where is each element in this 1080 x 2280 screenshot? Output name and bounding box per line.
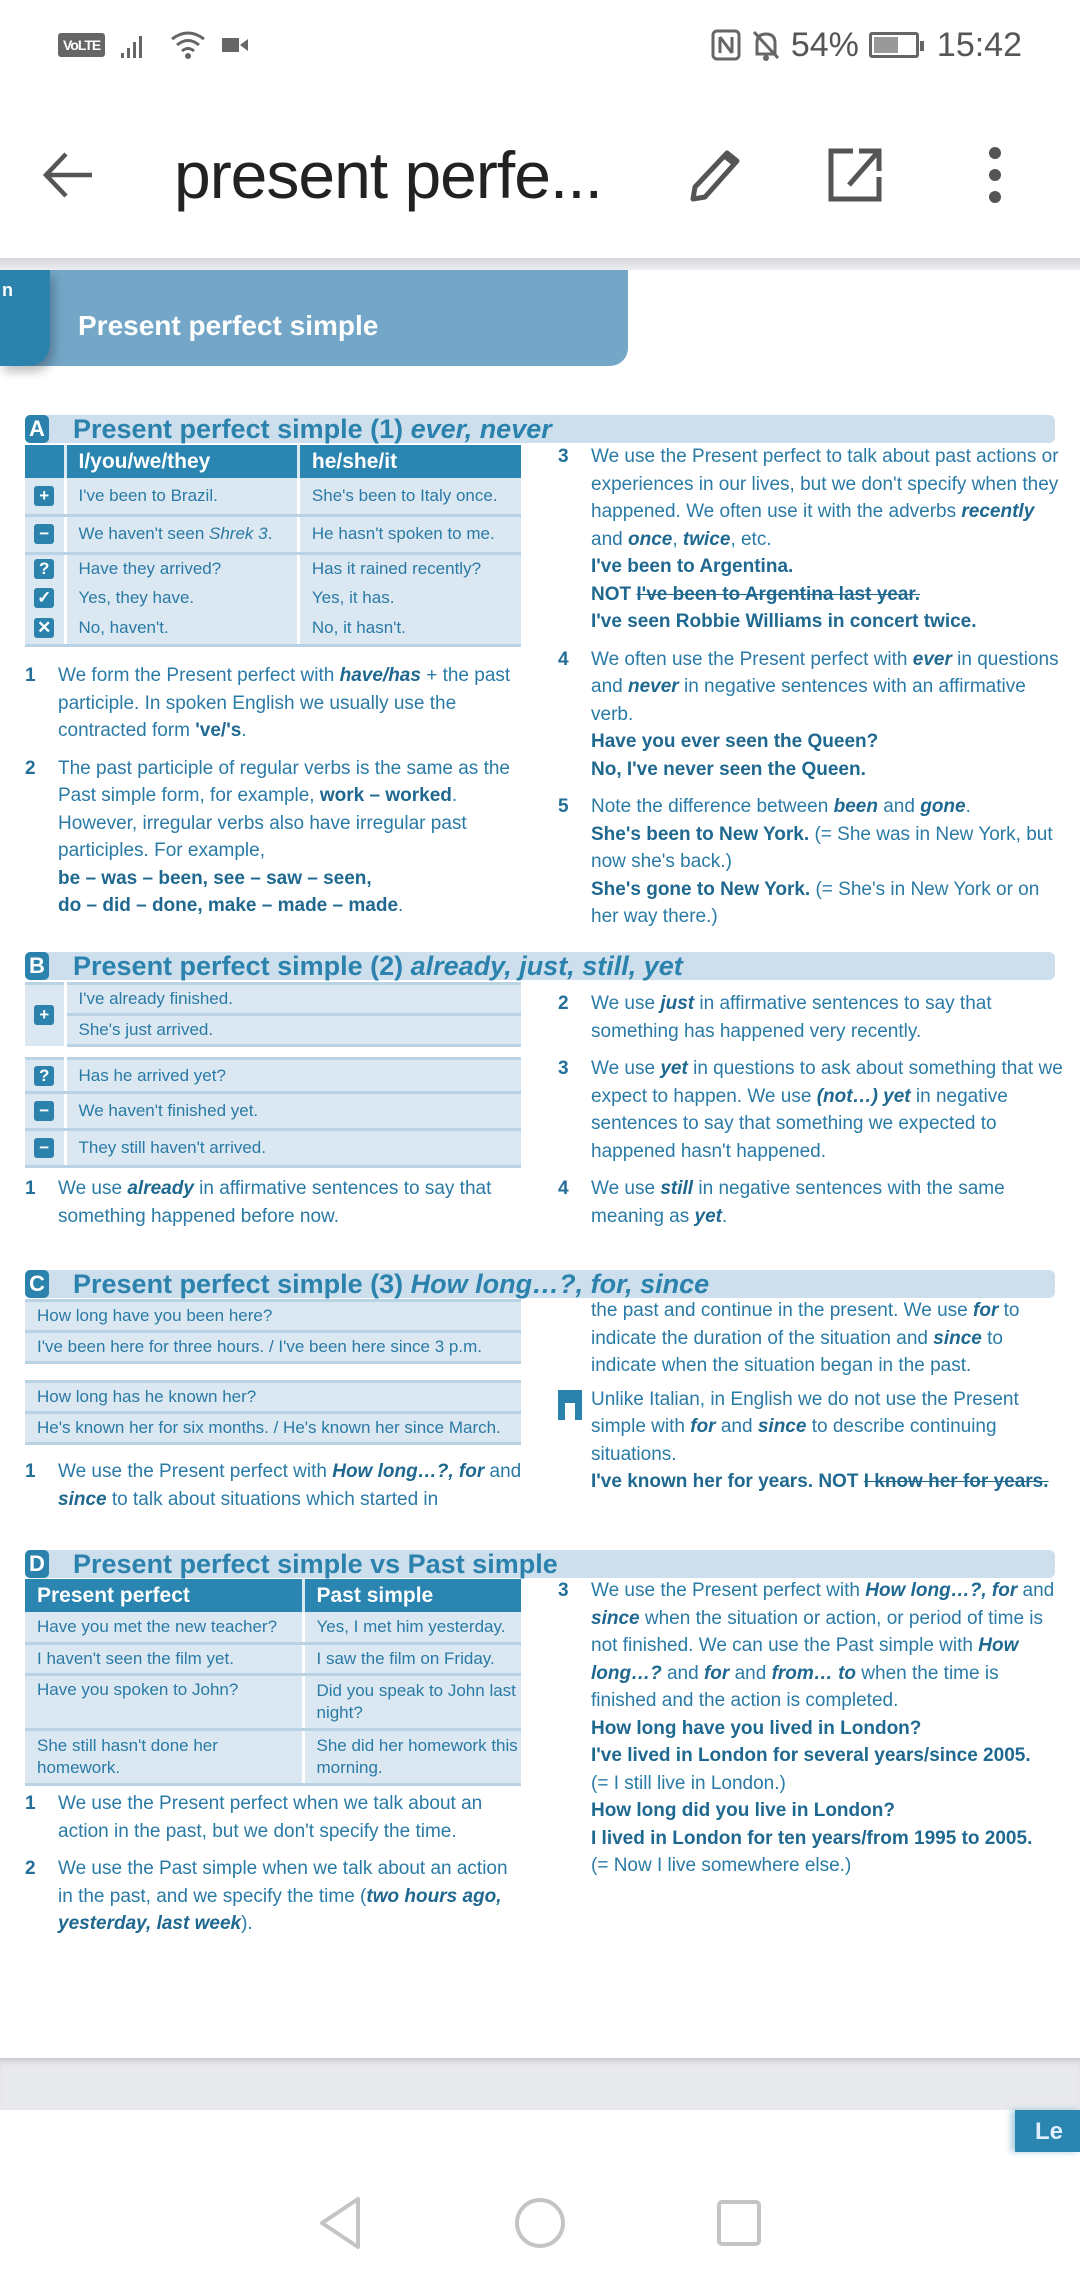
open-external-button[interactable]	[820, 140, 890, 210]
section-a-heading	[25, 415, 1055, 443]
open-external-icon	[827, 147, 883, 203]
minus-icon: −	[34, 1101, 54, 1121]
note-italian-comparison: Unlike Italian, in English we do not use the Present simple with for and since to describe continuing situations. I've known her for years. NOT I know her for years.	[558, 1386, 1063, 1496]
section-b-heading	[25, 952, 1055, 980]
edit-button[interactable]	[680, 140, 750, 210]
note-b2: 2 We use just in affirmative sentences to say that something has happened very recently.	[558, 993, 992, 1042]
next-page-tab[interactable]: Le	[1015, 2110, 1080, 2152]
minus-icon: −	[34, 524, 54, 544]
section-d-notes-left	[25, 1790, 525, 1938]
back-button[interactable]	[40, 130, 130, 220]
section-c-notes-right	[558, 1297, 1063, 1496]
arrow-left-icon	[40, 150, 96, 200]
system-nav-bar	[0, 2170, 1080, 2280]
section-letter: B	[25, 952, 49, 980]
uk-italy-flag-icon	[558, 1390, 582, 1420]
note-d3: 3 We use the Present perfect with How long…?, for and since when the situation or action, or period of time is not finished. We can use the Past simple with How long…? and for and from… to when the time is finished and the action is completed. How long have you lived in London? I've lived in London for several years/since 2005. (= I still live in London.) How long did you live in London? I lived in London for ten years/from 1995 to 2005. (= Now I live somewhere else.)	[558, 1580, 1055, 1876]
check-icon: ✓	[34, 588, 54, 608]
more-options-button[interactable]	[960, 140, 1030, 210]
section-a-notes-left	[25, 662, 525, 920]
note-a5: 5 Note the difference between been and gone. She's been to New York. (= She was in New York, but now she's back.) She's gone to New York. (= She's in New York or on her way there.)	[558, 796, 1053, 927]
wifi-icon	[169, 29, 207, 61]
plus-icon: +	[34, 1005, 54, 1025]
note-b4: 4 We use still in negative sentences with the same meaning as yet.	[558, 1178, 1005, 1227]
section-title: Present perfect simple (2) already, just, still, yet	[73, 950, 683, 981]
section-b-table-questions-negatives: ? Has he arrived yet? − We haven't finished yet. − They still haven't arrived.	[25, 1057, 521, 1168]
app-bar-shadow	[0, 258, 1080, 270]
section-b-notes-right	[558, 990, 1063, 1230]
question-icon: ?	[34, 1066, 54, 1086]
unit-banner	[0, 270, 628, 366]
section-d-table: Present perfect Past simple Have you met the new teacher? Yes, I met him yesterday. I haven't seen the film yet. I saw the film on Friday. Have you spoken to John? Did you speak to John last night? She still hasn't done her homework. She did her homework this morning.	[25, 1579, 521, 1786]
status-bar	[0, 0, 1080, 90]
note-c1: 1 We use the Present perfect with How long…?, for and since to talk about situations which started in	[25, 1461, 522, 1510]
signal-icon	[119, 31, 155, 59]
section-d-heading	[25, 1550, 1055, 1578]
clock: 15:42	[936, 25, 1022, 64]
plus-icon: +	[34, 486, 54, 506]
banner-tab: n	[0, 270, 50, 366]
battery-charging-icon	[869, 32, 919, 58]
nav-back-button[interactable]	[318, 2196, 364, 2255]
recents-square-icon	[716, 2199, 762, 2247]
section-b-notes-left	[25, 1175, 525, 1230]
page-gap	[0, 2058, 1080, 2110]
note-a2: 2 The past participle of regular verbs is the same as the Past simple form, for example, work – worked. However, irregular verbs also have irregular past participles. For example, be – was – been, see – saw – seen, do – did – done, make – made – made.	[25, 757, 511, 916]
battery-percent: 54%	[790, 25, 859, 64]
minus-icon: −	[34, 1138, 54, 1158]
home-circle-icon	[514, 2197, 566, 2249]
section-c-notes-left	[25, 1458, 525, 1513]
cross-icon: ✕	[34, 618, 54, 638]
note-d2: 2 We use the Past simple when we talk about an action in the past, and we specify the time (two hours ago, yesterday, last week).	[25, 1858, 508, 1934]
document-title: present perfe...	[174, 138, 602, 212]
section-c-heading	[25, 1270, 1055, 1298]
section-letter: C	[25, 1270, 49, 1298]
section-title: Present perfect simple (1) ever, never	[73, 413, 552, 444]
edit-pencil-icon	[687, 147, 743, 203]
video-icon	[221, 34, 249, 56]
bell-off-icon	[751, 28, 781, 62]
volte-icon: VoLTE	[58, 33, 105, 57]
section-a-notes-right	[558, 443, 1063, 931]
question-icon: ?	[34, 559, 54, 579]
nfc-icon	[711, 29, 741, 61]
note-a4: 4 We often use the Present perfect with ever in questions and never in negative sentences with an affirmative verb. Have you ever seen the Queen? No, I've never seen the Queen.	[558, 648, 1059, 780]
unit-title: Present perfect simple	[78, 310, 379, 341]
section-title: Present perfect simple vs Past simple	[73, 1548, 558, 1579]
note-d1: 1 We use the Present perfect when we talk about an action in the past, but we don't specify the time.	[25, 1793, 483, 1842]
section-c-table-1: How long have you been here? I've been here for three hours. / I've been here since 3 p.m.	[25, 1299, 521, 1364]
note-c1-continued: the past and continue in the present. We use for to indicate the duration of the situation and since to indicate when the situation began in the past.	[591, 1300, 1020, 1376]
app-bar	[0, 90, 1080, 260]
section-a-table: I/you/we/they he/she/it + I've been to Brazil. She's been to Italy once. − We haven't seen Shrek 3. He hasn't spoken to me. ? Have they arrived? Has it rained recently? ✓ Yes, they have. Yes, it has. ✕ No, haven't. No, it hasn't.	[25, 445, 521, 647]
note-b1: 1 We use already in affirmative sentences to say that something happened before now.	[25, 1178, 492, 1227]
section-d-notes-right	[558, 1577, 1063, 1880]
note-a1: 1 We form the Present perfect with have/has + the past participle. In spoken English we usually use the contracted form 've/'s.	[25, 665, 511, 741]
section-letter: A	[25, 415, 49, 443]
section-c-table-2: How long has he known her? He's known her for six months. / He's known her since March.	[25, 1380, 521, 1445]
nav-home-button[interactable]	[514, 2197, 566, 2254]
note-b3: 3 We use yet in questions to ask about something that we expect to happen. We use (not…) yet in negative sentences to say that something we expected to happened hasn't happened.	[558, 1058, 1063, 1162]
more-vert-icon	[985, 145, 1005, 205]
section-b-table-affirmative: + I've already finished. She's just arrived.	[25, 982, 521, 1047]
section-letter: D	[25, 1550, 49, 1578]
back-triangle-icon	[318, 2196, 364, 2250]
section-title: Present perfect simple (3) How long…?, for, since	[73, 1268, 710, 1299]
document-page[interactable]	[0, 270, 1080, 2058]
nav-recents-button[interactable]	[716, 2199, 762, 2252]
note-a3: 3 We use the Present perfect to talk about past actions or experiences in our lives, but we don't specify when they happened. We often use it with the adverbs recently and once, twice, etc. I've been to Argentina. NOT I've been to Argentina last year. I've seen Robbie Williams in concert twice.	[558, 446, 1059, 632]
